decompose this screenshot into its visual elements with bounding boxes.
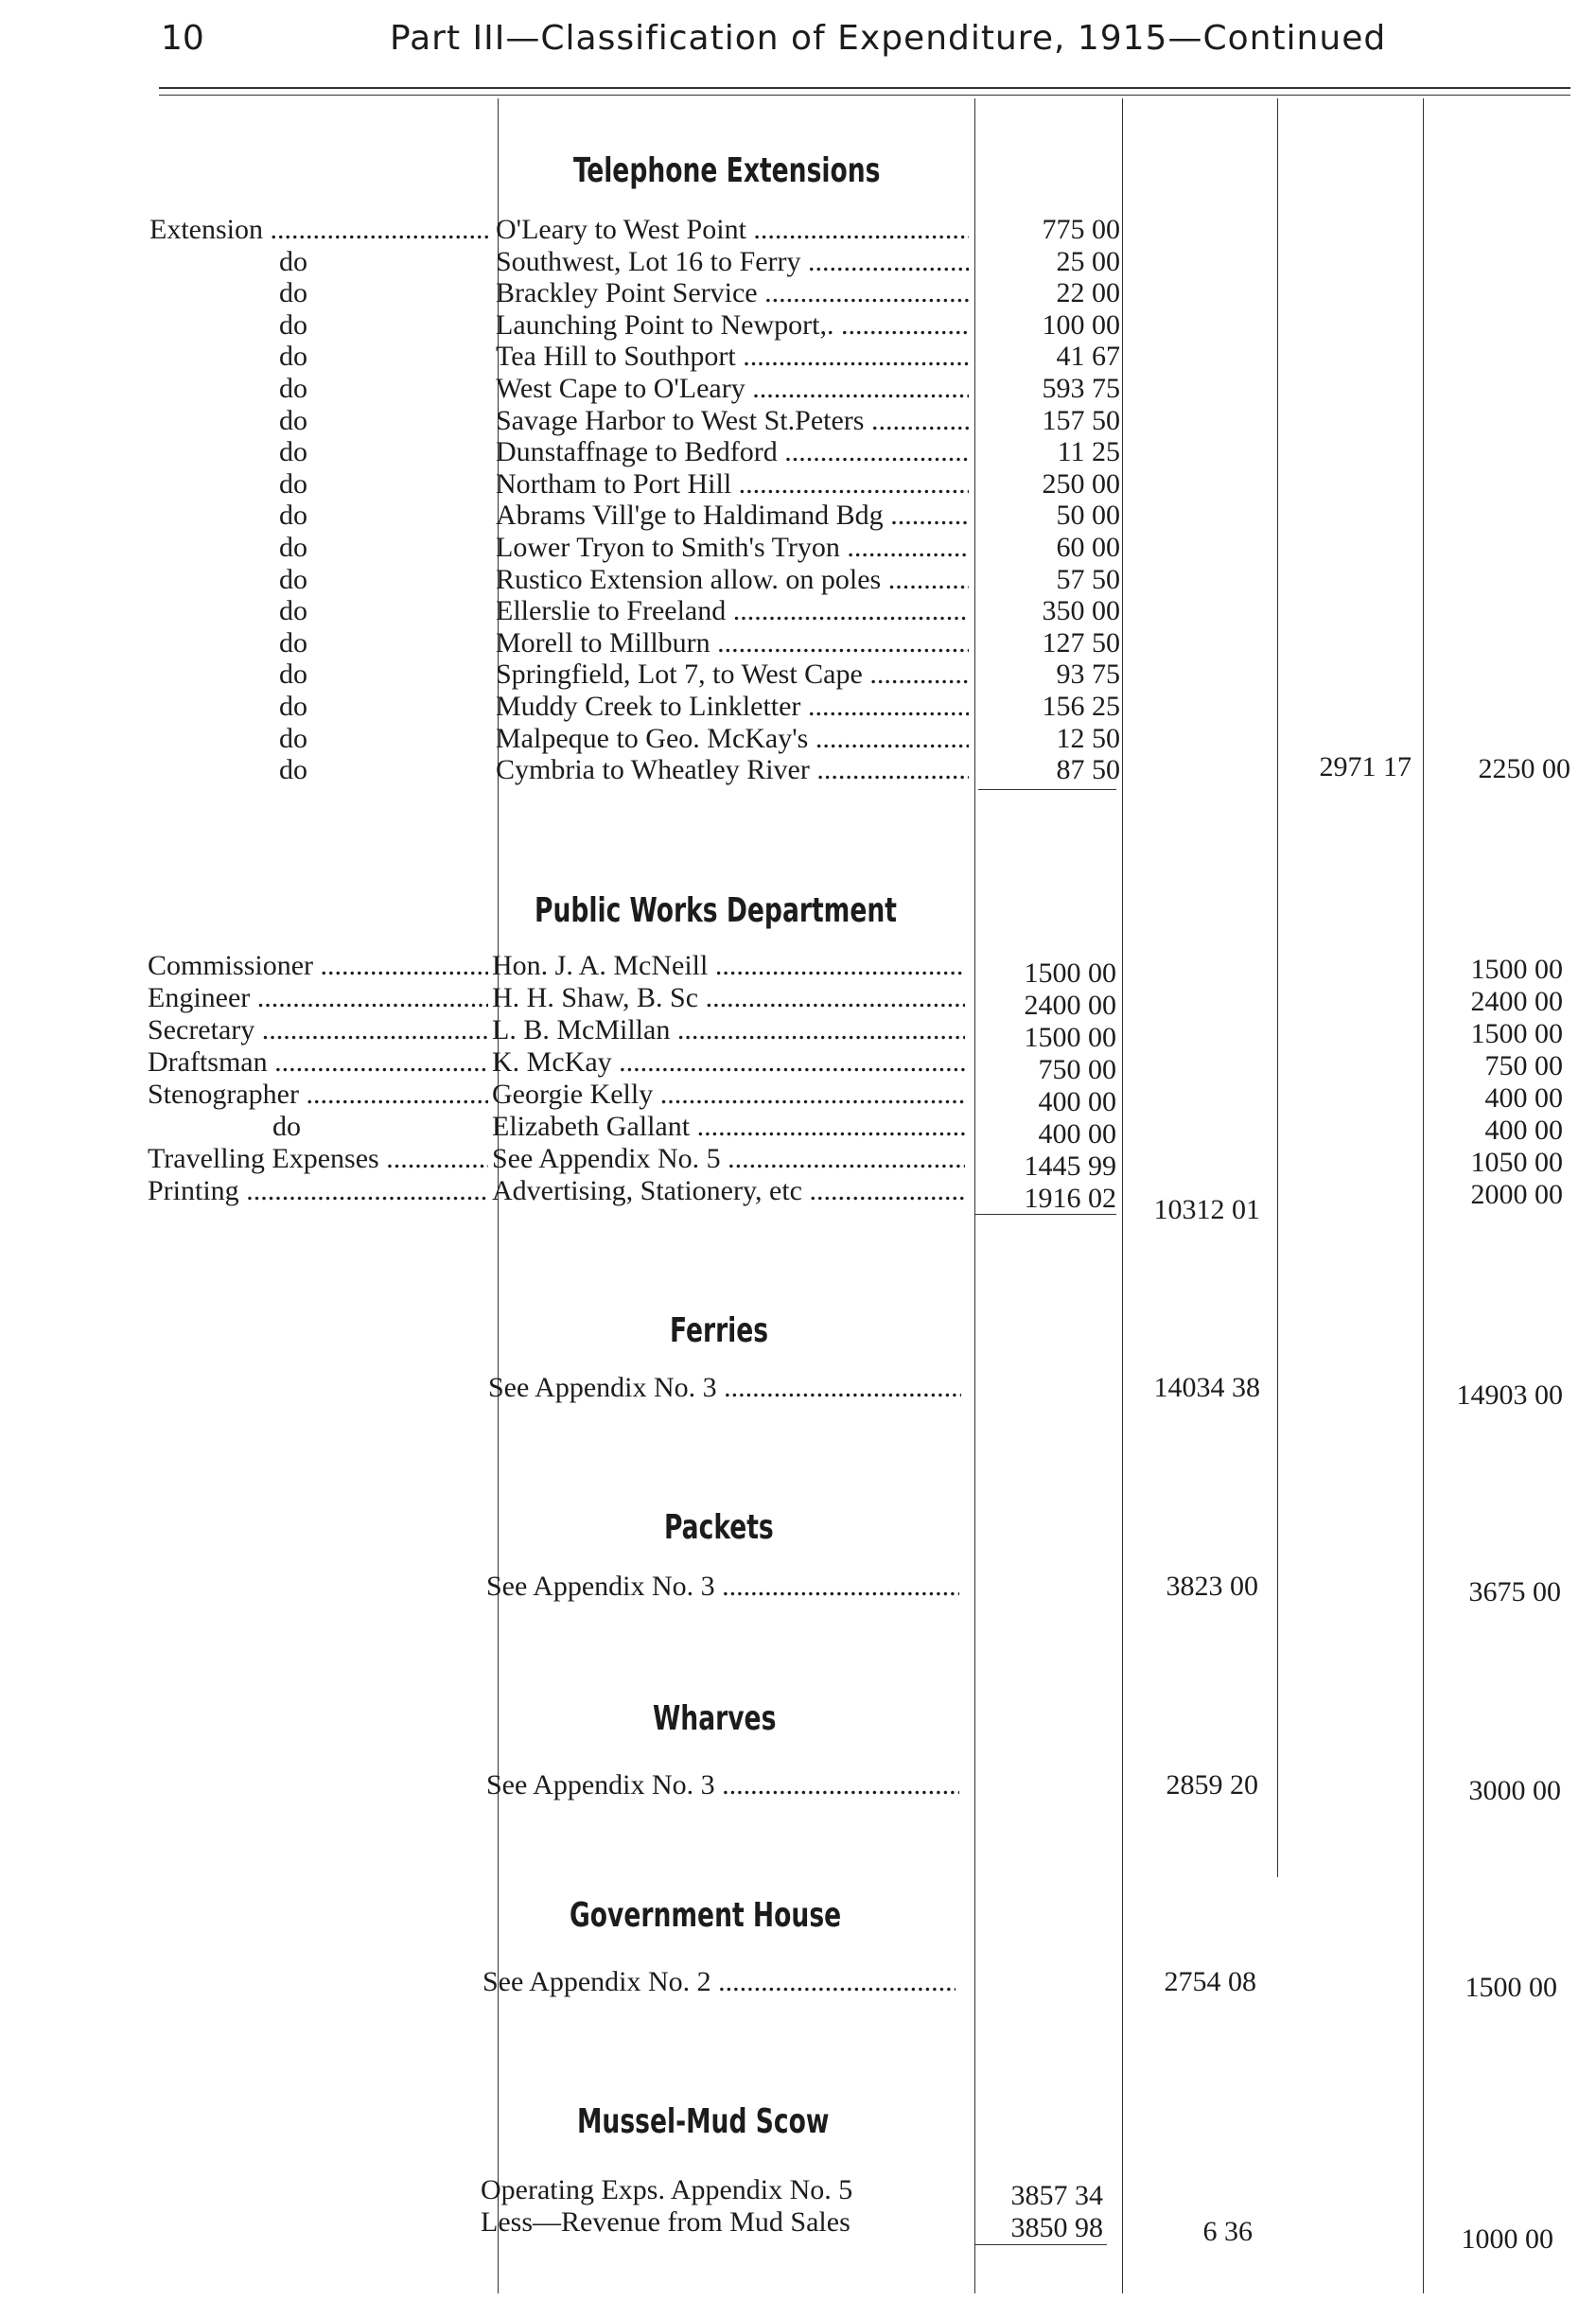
row-item: Advertising, Stationery, etc ..... <box>492 1175 965 1207</box>
row-label: Extension ..... <box>149 214 490 246</box>
row-item: Ellerslie to Freeland ..... <box>496 595 969 627</box>
sum-rule <box>978 789 1116 790</box>
row-item: H. H. Shaw, B. Sc ..... <box>492 982 965 1014</box>
row-item: Abrams Vill'ge to Haldimand Bdg ..... <box>496 500 969 532</box>
row-label-ditto: do <box>279 405 307 436</box>
section-title: Ferries <box>670 1311 769 1350</box>
row-item: West Cape to O'Leary ..... <box>496 373 969 405</box>
row-label-ditto: do <box>279 659 307 690</box>
line-amount: 3857 34 <box>1010 2180 1103 2211</box>
row-label-ditto: do <box>279 500 307 531</box>
page-number: 10 <box>161 19 204 58</box>
sum-rule <box>974 1214 1116 1215</box>
row-item: Northam to Port Hill ..... <box>496 468 969 501</box>
row-amount: 250 00 <box>1042 468 1120 500</box>
row-item: Rustico Extension allow. on poles ..... <box>496 564 969 596</box>
row-amount: 157 50 <box>1042 405 1120 436</box>
row-amount: 41 67 <box>1056 341 1120 372</box>
section-total: 6 36 <box>1202 2216 1253 2247</box>
row-amount: 22 00 <box>1056 277 1120 308</box>
row-label-ditto: do <box>279 277 307 308</box>
row-item: Dunstaffnage to Bedford ..... <box>496 436 969 468</box>
column-rule-estimate <box>1423 98 1424 2293</box>
row-item: O'Leary to West Point ..... <box>496 214 969 246</box>
row-label-ditto: do <box>279 341 307 372</box>
row-estimate: 750 00 <box>1484 1050 1563 1081</box>
row-label-ditto: do <box>279 754 307 785</box>
row-amount: 1500 00 <box>1024 957 1116 989</box>
section-estimate: 2250 00 <box>1478 753 1570 784</box>
row-item: Malpeque to Geo. McKay's ..... <box>496 723 969 755</box>
row-label-ditto: do <box>279 532 307 563</box>
line-item: See Appendix No. 2 ..... <box>482 1966 956 1998</box>
row-estimate: 400 00 <box>1484 1082 1563 1114</box>
row-item: Brackley Point Service ..... <box>496 277 969 309</box>
row-amount: 25 00 <box>1056 246 1120 277</box>
line-item: Operating Exps. Appendix No. 5 <box>481 2174 853 2205</box>
row-amount: 400 00 <box>1038 1118 1116 1150</box>
section-total: 14034 38 <box>1153 1372 1260 1403</box>
row-amount: 50 00 <box>1056 500 1120 531</box>
sum-rule <box>974 2244 1107 2245</box>
section-title: Telephone Extensions <box>573 151 881 190</box>
row-amount: 1500 00 <box>1024 1022 1116 1053</box>
row-label-ditto: do <box>279 309 307 341</box>
row-amount: 11 25 <box>1057 436 1120 467</box>
row-label-ditto: do <box>279 627 307 659</box>
section-estimate: 1500 00 <box>1464 1972 1557 2003</box>
header-rule-top <box>159 87 1570 89</box>
row-amount: 156 25 <box>1042 691 1120 722</box>
section-total: 2971 17 <box>1319 751 1412 782</box>
row-label-ditto: do <box>279 595 307 626</box>
section-total: 10312 01 <box>1153 1194 1260 1225</box>
row-item: Savage Harbor to West St.Peters ..... <box>496 405 969 437</box>
row-label-ditto: do <box>279 723 307 754</box>
row-estimate: 400 00 <box>1484 1115 1563 1146</box>
row-label-ditto: do <box>279 436 307 467</box>
row-amount: 100 00 <box>1042 309 1120 341</box>
row-item: Southwest, Lot 16 to Ferry ..... <box>496 246 969 278</box>
row-amount: 12 50 <box>1056 723 1120 754</box>
line-item: See Appendix No. 3 ..... <box>486 1769 959 1801</box>
row-item: Springfield, Lot 7, to West Cape ..... <box>496 659 969 691</box>
row-label: Commissioner ..... <box>148 950 488 982</box>
row-amount: 1445 99 <box>1024 1150 1116 1182</box>
column-rule-detail <box>974 98 975 2293</box>
line-item: See Appendix No. 3 ..... <box>488 1372 961 1404</box>
row-label: Engineer ..... <box>148 982 488 1014</box>
row-label: Secretary ..... <box>148 1014 488 1046</box>
row-amount: 750 00 <box>1038 1054 1116 1085</box>
row-label-ditto: do <box>279 246 307 277</box>
row-amount: 60 00 <box>1056 532 1120 563</box>
row-estimate: 2000 00 <box>1470 1179 1563 1210</box>
header-rule-bottom <box>159 95 1570 96</box>
section-estimate: 1000 00 <box>1461 2223 1553 2255</box>
row-item: Cymbria to Wheatley River ..... <box>496 754 969 786</box>
row-estimate: 2400 00 <box>1470 986 1563 1017</box>
section-total: 2859 20 <box>1166 1769 1258 1800</box>
row-amount: 2400 00 <box>1024 990 1116 1021</box>
row-label: Draftsman ..... <box>148 1046 488 1079</box>
section-title: Public Works Department <box>535 891 897 930</box>
row-amount: 775 00 <box>1042 214 1120 245</box>
section-total: 3823 00 <box>1166 1571 1258 1602</box>
row-item: Muddy Creek to Linkletter ..... <box>496 691 969 723</box>
row-item: Georgie Kelly ..... <box>492 1079 965 1111</box>
line-amount: 3850 98 <box>1010 2212 1103 2243</box>
row-label: Travelling Expenses ..... <box>148 1143 488 1175</box>
row-item: L. B. McMillan ..... <box>492 1014 965 1046</box>
row-label-ditto: do <box>279 468 307 500</box>
row-item: Morell to Millburn ..... <box>496 627 969 659</box>
row-label-ditto: do <box>279 373 307 404</box>
page-header-title: Part III—Classification of Expenditure, 1915—Continued <box>390 19 1387 58</box>
row-label: Printing ..... <box>148 1175 488 1207</box>
row-amount: 350 00 <box>1042 595 1120 626</box>
section-title: Government House <box>570 1896 842 1935</box>
section-estimate: 3675 00 <box>1468 1576 1561 1607</box>
row-label: Stenographer ..... <box>148 1079 488 1111</box>
row-amount: 400 00 <box>1038 1086 1116 1117</box>
row-item: K. McKay ..... <box>492 1046 965 1079</box>
section-estimate: 14903 00 <box>1456 1379 1563 1411</box>
row-amount: 127 50 <box>1042 627 1120 659</box>
row-amount: 1916 02 <box>1024 1183 1116 1214</box>
row-amount: 593 75 <box>1042 373 1120 404</box>
section-title: Wharves <box>653 1699 777 1738</box>
section-total: 2754 08 <box>1164 1966 1256 1997</box>
row-label-ditto: do <box>279 691 307 722</box>
row-estimate: 1500 00 <box>1470 954 1563 985</box>
row-estimate: 1500 00 <box>1470 1018 1563 1049</box>
row-item: Elizabeth Gallant ..... <box>492 1111 965 1143</box>
row-item: Tea Hill to Southport ..... <box>496 341 969 373</box>
section-title: Mussel-Mud Scow <box>577 2102 830 2141</box>
row-item: Launching Point to Newport,. ..... <box>496 309 969 342</box>
row-label-ditto: do <box>279 564 307 595</box>
row-estimate: 1050 00 <box>1470 1147 1563 1178</box>
row-item: See Appendix No. 5 ..... <box>492 1143 965 1175</box>
line-item: See Appendix No. 3 ..... <box>486 1571 959 1603</box>
column-rule-total <box>1277 98 1278 1877</box>
row-item: Lower Tryon to Smith's Tryon ..... <box>496 532 969 564</box>
section-estimate: 3000 00 <box>1468 1775 1561 1806</box>
line-item: Less—Revenue from Mud Sales <box>481 2206 851 2238</box>
row-label: do <box>272 1111 301 1142</box>
row-amount: 93 75 <box>1056 659 1120 690</box>
row-amount: 87 50 <box>1056 754 1120 785</box>
column-rule-subtotal <box>1122 98 1123 2293</box>
section-title: Packets <box>664 1508 774 1547</box>
row-amount: 57 50 <box>1056 564 1120 595</box>
row-item: Hon. J. A. McNeill ..... <box>492 950 965 982</box>
